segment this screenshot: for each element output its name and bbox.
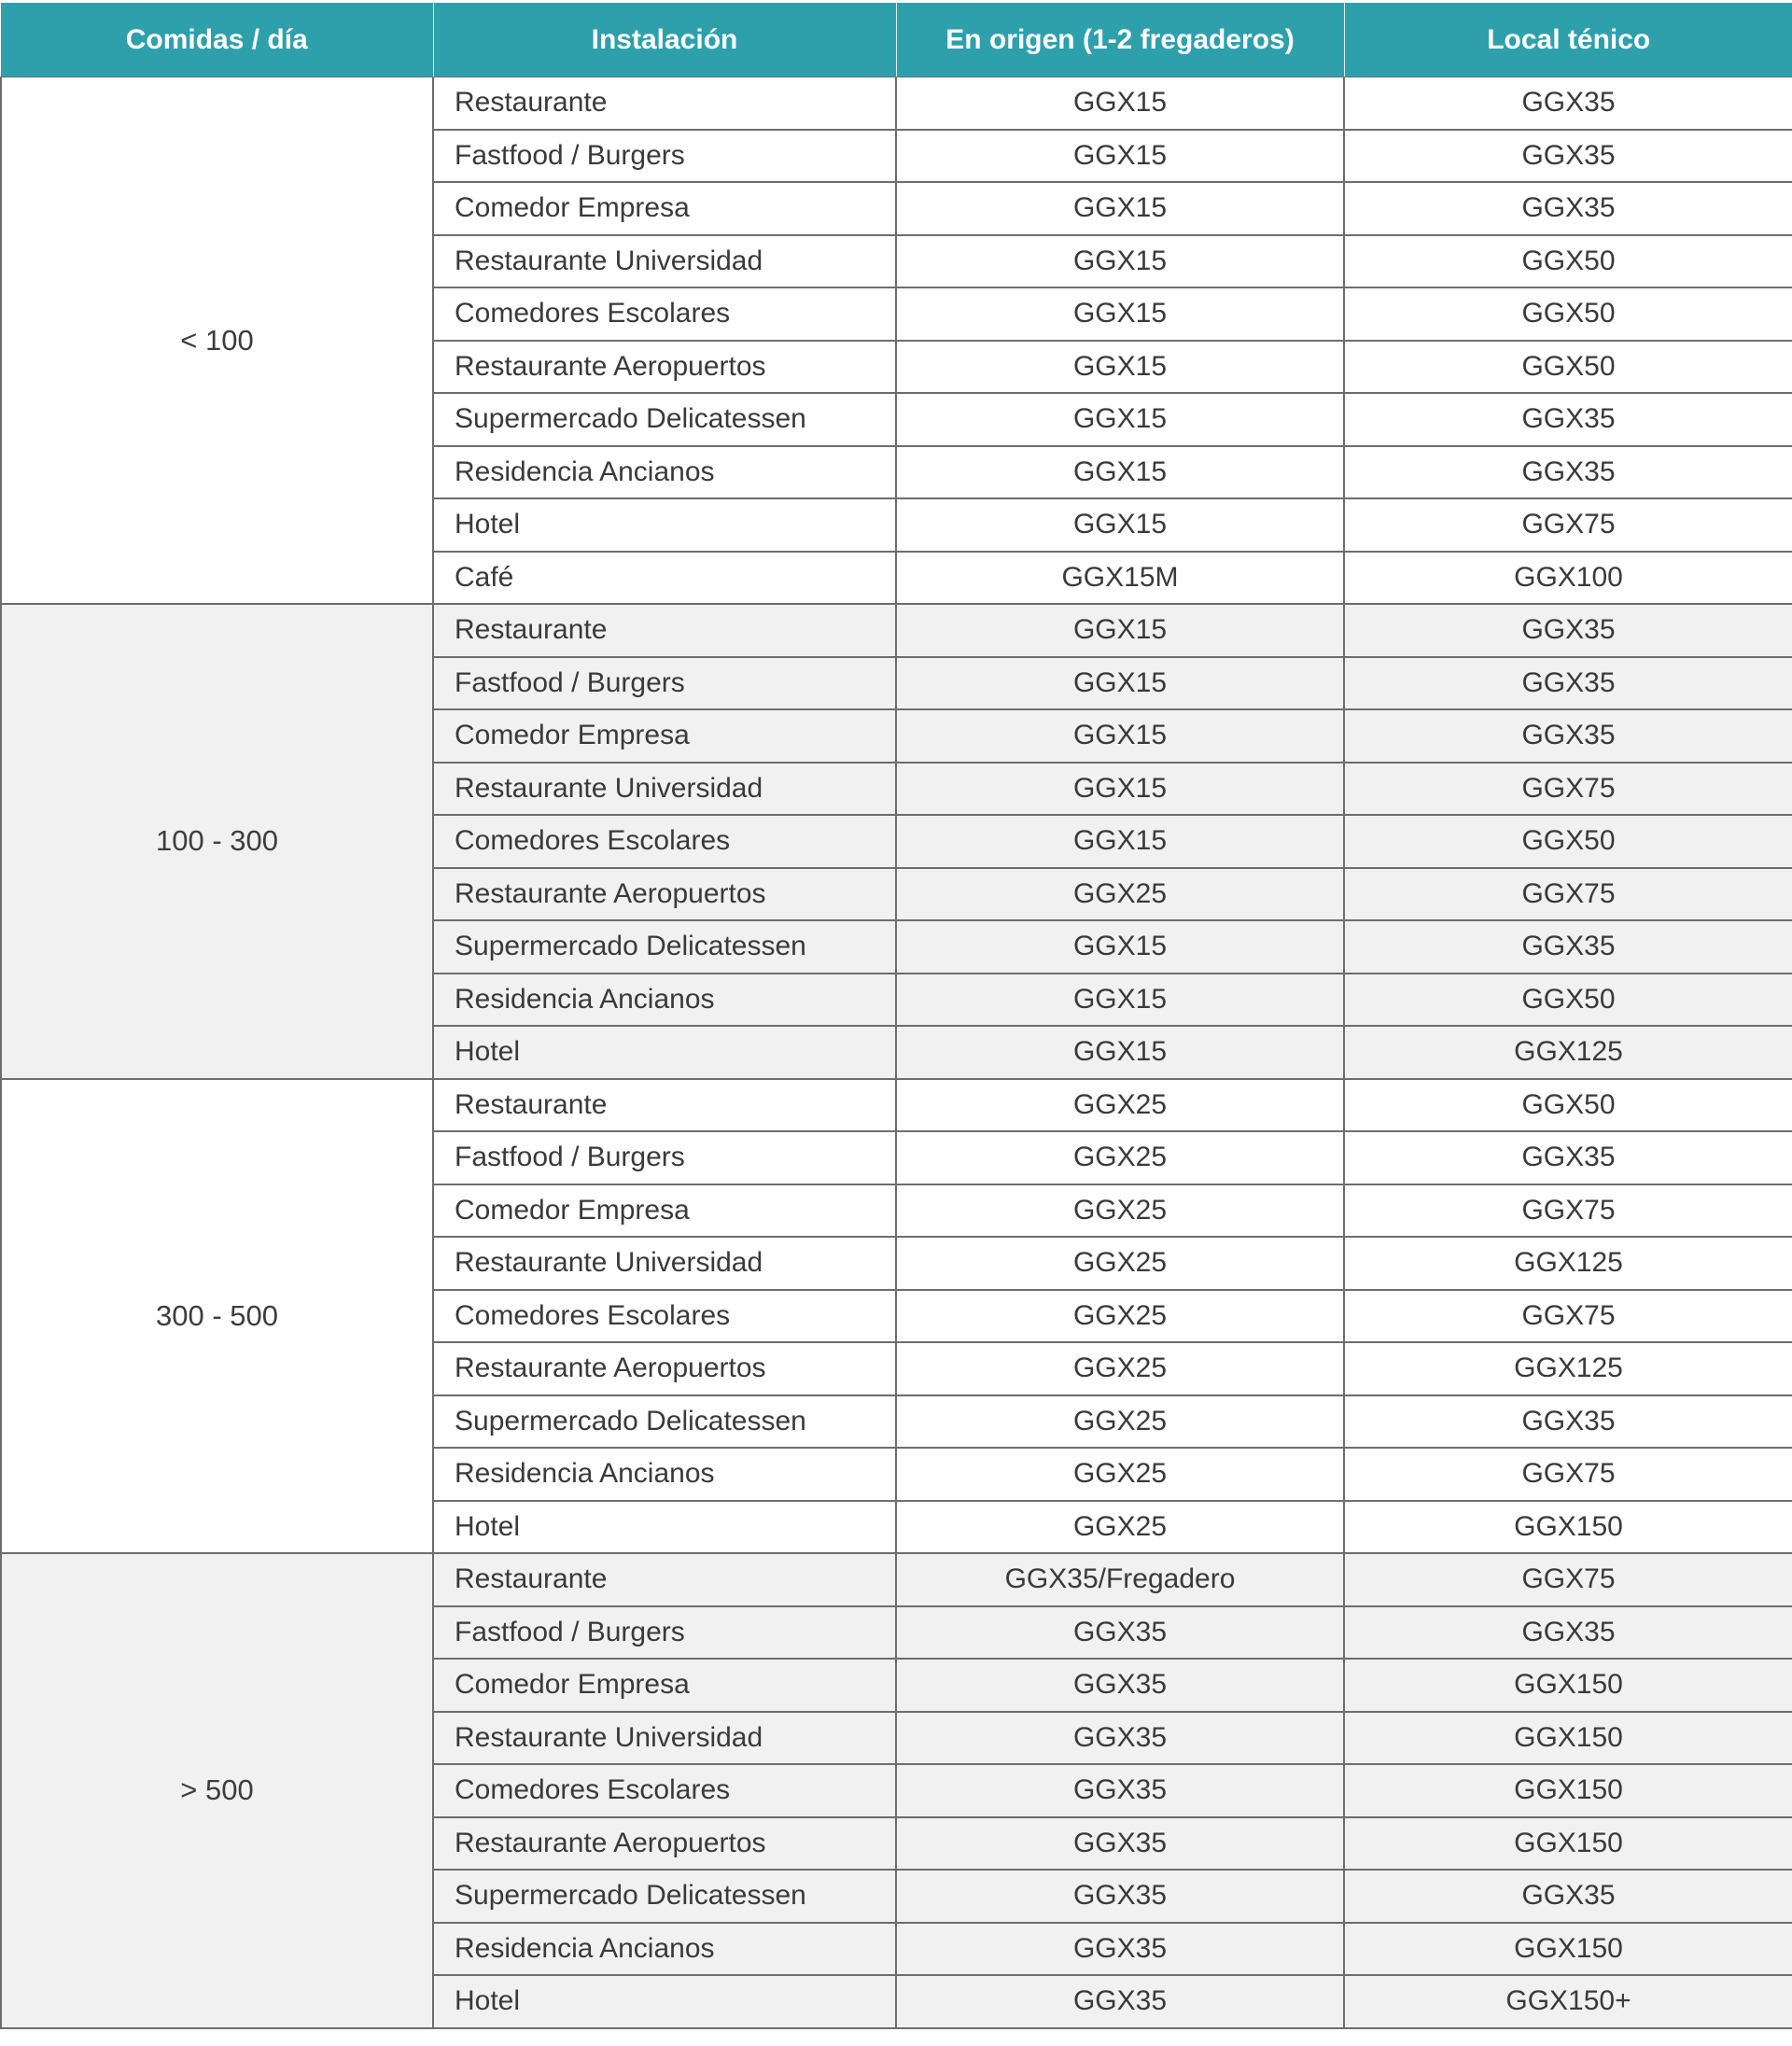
local-tecnico-model-cell: GGX50 [1344, 815, 1792, 868]
en-origen-model-cell: GGX25 [896, 1342, 1344, 1395]
local-tecnico-model-cell: GGX35 [1344, 657, 1792, 710]
installation-type-cell: Supermercado Delicatessen [433, 393, 896, 446]
local-tecnico-model-cell: GGX35 [1344, 1870, 1792, 1923]
row-group [1, 1553, 1792, 2028]
en-origen-model-cell: GGX15 [896, 446, 1344, 499]
local-tecnico-model-cell: GGX75 [1344, 1290, 1792, 1343]
header-en-origen: En origen (1-2 fregaderos) [896, 3, 1344, 77]
local-tecnico-model-cell: GGX150 [1344, 1923, 1792, 1976]
table-header [1, 3, 1792, 77]
local-tecnico-model-cell: GGX35 [1344, 1395, 1792, 1449]
local-tecnico-model-cell: GGX75 [1344, 1448, 1792, 1501]
installation-type-cell: Restaurante Universidad [433, 1237, 896, 1290]
header-row [1, 3, 1792, 77]
local-tecnico-model-cell: GGX75 [1344, 498, 1792, 552]
row-group [1, 604, 1792, 1079]
en-origen-model-cell: GGX35 [896, 1817, 1344, 1871]
local-tecnico-model-cell: GGX150 [1344, 1712, 1792, 1765]
en-origen-model-cell: GGX15 [896, 920, 1344, 974]
en-origen-model-cell: GGX35 [896, 1870, 1344, 1923]
local-tecnico-model-cell: GGX150 [1344, 1764, 1792, 1817]
header-comidas-dia: Comidas / día [1, 3, 433, 77]
local-tecnico-model-cell: GGX125 [1344, 1026, 1792, 1079]
en-origen-model-cell: GGX25 [896, 1184, 1344, 1238]
local-tecnico-model-cell: GGX150 [1344, 1659, 1792, 1712]
installation-type-cell: Supermercado Delicatessen [433, 1395, 896, 1449]
local-tecnico-model-cell: GGX50 [1344, 235, 1792, 288]
local-tecnico-model-cell: GGX35 [1344, 77, 1792, 130]
installation-type-cell: Comedores Escolares [433, 815, 896, 868]
installation-type-cell: Restaurante Aeropuertos [433, 1342, 896, 1395]
en-origen-model-cell: GGX15 [896, 287, 1344, 341]
meals-per-day-range: 300 - 500 [1, 1079, 433, 1554]
table-row [1, 1553, 1792, 1606]
header-instalacion: Instalación [433, 3, 896, 77]
local-tecnico-model-cell: GGX35 [1344, 130, 1792, 183]
installation-type-cell: Comedores Escolares [433, 287, 896, 341]
installation-type-cell: Residencia Ancianos [433, 974, 896, 1027]
en-origen-model-cell: GGX25 [896, 1395, 1344, 1449]
installation-type-cell: Fastfood / Burgers [433, 657, 896, 710]
en-origen-model-cell: GGX35 [896, 1712, 1344, 1765]
local-tecnico-model-cell: GGX35 [1344, 393, 1792, 446]
en-origen-model-cell: GGX35 [896, 1923, 1344, 1976]
installation-type-cell: Comedor Empresa [433, 182, 896, 235]
installation-type-cell: Restaurante Aeropuertos [433, 1817, 896, 1871]
en-origen-model-cell: GGX15 [896, 604, 1344, 657]
en-origen-model-cell: GGX35/Fregadero [896, 1553, 1344, 1606]
installation-type-cell: Comedor Empresa [433, 1184, 896, 1238]
installation-type-cell: Restaurante [433, 77, 896, 130]
installation-type-cell: Restaurante [433, 1079, 896, 1132]
installation-type-cell: Comedores Escolares [433, 1764, 896, 1817]
installation-type-cell: Residencia Ancianos [433, 1448, 896, 1501]
installation-type-cell: Comedores Escolares [433, 1290, 896, 1343]
local-tecnico-model-cell: GGX50 [1344, 974, 1792, 1027]
installation-type-cell: Restaurante [433, 604, 896, 657]
installation-type-cell: Hotel [433, 1026, 896, 1079]
local-tecnico-model-cell: GGX35 [1344, 920, 1792, 974]
table-row [1, 604, 1792, 657]
en-origen-model-cell: GGX25 [896, 1448, 1344, 1501]
local-tecnico-model-cell: GGX50 [1344, 287, 1792, 341]
en-origen-model-cell: GGX35 [896, 1764, 1344, 1817]
en-origen-model-cell: GGX15 [896, 393, 1344, 446]
en-origen-model-cell: GGX15 [896, 657, 1344, 710]
en-origen-model-cell: GGX35 [896, 1606, 1344, 1660]
meals-per-day-range: < 100 [1, 77, 433, 605]
installation-type-cell: Comedor Empresa [433, 1659, 896, 1712]
en-origen-model-cell: GGX15 [896, 77, 1344, 130]
en-origen-model-cell: GGX25 [896, 1290, 1344, 1343]
installation-type-cell: Restaurante Aeropuertos [433, 341, 896, 394]
en-origen-model-cell: GGX25 [896, 1237, 1344, 1290]
local-tecnico-model-cell: GGX125 [1344, 1237, 1792, 1290]
table-row [1, 77, 1792, 130]
local-tecnico-model-cell: GGX150 [1344, 1501, 1792, 1554]
meals-per-day-range: 100 - 300 [1, 604, 433, 1079]
local-tecnico-model-cell: GGX50 [1344, 1079, 1792, 1132]
en-origen-model-cell: GGX15M [896, 552, 1344, 605]
local-tecnico-model-cell: GGX35 [1344, 446, 1792, 499]
en-origen-model-cell: GGX15 [896, 130, 1344, 183]
local-tecnico-model-cell: GGX75 [1344, 1553, 1792, 1606]
installation-type-cell: Comedor Empresa [433, 709, 896, 763]
local-tecnico-model-cell: GGX35 [1344, 1131, 1792, 1184]
installation-type-cell: Residencia Ancianos [433, 1923, 896, 1976]
en-origen-model-cell: GGX15 [896, 974, 1344, 1027]
local-tecnico-model-cell: GGX100 [1344, 552, 1792, 605]
local-tecnico-model-cell: GGX75 [1344, 763, 1792, 816]
en-origen-model-cell: GGX25 [896, 868, 1344, 921]
row-group [1, 1079, 1792, 1554]
installation-type-cell: Restaurante Universidad [433, 1712, 896, 1765]
local-tecnico-model-cell: GGX150 [1344, 1817, 1792, 1871]
installation-type-cell: Café [433, 552, 896, 605]
en-origen-model-cell: GGX15 [896, 341, 1344, 394]
local-tecnico-model-cell: GGX125 [1344, 1342, 1792, 1395]
installation-type-cell: Supermercado Delicatessen [433, 920, 896, 974]
local-tecnico-model-cell: GGX150+ [1344, 1975, 1792, 2028]
en-origen-model-cell: GGX15 [896, 235, 1344, 288]
installation-type-cell: Hotel [433, 1975, 896, 2028]
installation-type-cell: Supermercado Delicatessen [433, 1870, 896, 1923]
installation-type-cell: Hotel [433, 498, 896, 552]
local-tecnico-model-cell: GGX75 [1344, 1184, 1792, 1238]
local-tecnico-model-cell: GGX35 [1344, 604, 1792, 657]
en-origen-model-cell: GGX35 [896, 1975, 1344, 2028]
local-tecnico-model-cell: GGX35 [1344, 1606, 1792, 1660]
meals-per-day-range: > 500 [1, 1553, 433, 2028]
installation-type-cell: Hotel [433, 1501, 896, 1554]
installation-type-cell: Residencia Ancianos [433, 446, 896, 499]
en-origen-model-cell: GGX25 [896, 1501, 1344, 1554]
en-origen-model-cell: GGX15 [896, 498, 1344, 552]
installation-type-cell: Fastfood / Burgers [433, 1131, 896, 1184]
installation-type-cell: Fastfood / Burgers [433, 1606, 896, 1660]
installation-type-cell: Restaurante [433, 1553, 896, 1606]
en-origen-model-cell: GGX25 [896, 1079, 1344, 1132]
row-group [1, 77, 1792, 605]
en-origen-model-cell: GGX15 [896, 709, 1344, 763]
header-local-tecnico: Local ténico [1344, 3, 1792, 77]
table-row [1, 1079, 1792, 1132]
installation-type-cell: Restaurante Aeropuertos [433, 868, 896, 921]
local-tecnico-model-cell: GGX50 [1344, 341, 1792, 394]
en-origen-model-cell: GGX35 [896, 1659, 1344, 1712]
local-tecnico-model-cell: GGX35 [1344, 709, 1792, 763]
local-tecnico-model-cell: GGX75 [1344, 868, 1792, 921]
en-origen-model-cell: GGX15 [896, 1026, 1344, 1079]
installation-type-cell: Fastfood / Burgers [433, 130, 896, 183]
grease-separator-selection-table [0, 3, 1792, 2029]
en-origen-model-cell: GGX15 [896, 815, 1344, 868]
local-tecnico-model-cell: GGX35 [1344, 182, 1792, 235]
en-origen-model-cell: GGX15 [896, 763, 1344, 816]
en-origen-model-cell: GGX25 [896, 1131, 1344, 1184]
installation-type-cell: Restaurante Universidad [433, 763, 896, 816]
installation-type-cell: Restaurante Universidad [433, 235, 896, 288]
en-origen-model-cell: GGX15 [896, 182, 1344, 235]
